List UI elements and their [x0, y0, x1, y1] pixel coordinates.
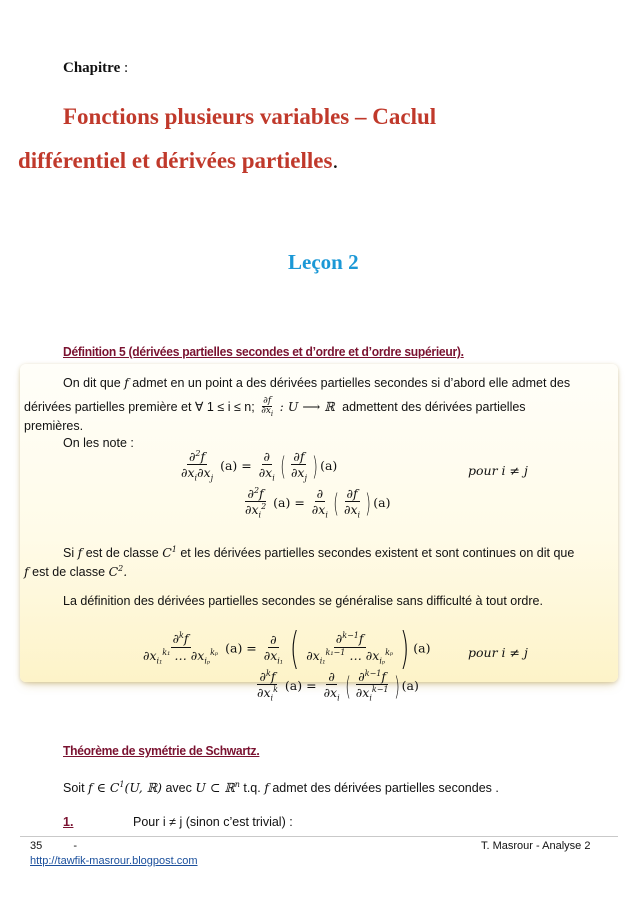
formula-second-partial-pure: $\frac{\partial^2f}{\partial x_i^2}$ (a) = $\frac{\partial}{\partial x_i}$ ( $\frac{\partial f}{\partial x_i}$ ) (a): [245, 486, 391, 520]
class-c2-line-1: [63, 541, 574, 562]
def-text: On dit que: [63, 376, 121, 390]
def-text: Si: [63, 546, 75, 561]
chapter-label-text: Chapitre: [63, 60, 121, 76]
chapter-title-line-2-text: différentiel et dérivées partielles: [18, 148, 333, 173]
footer-page-number: [30, 840, 77, 852]
page-number: 35: [30, 840, 43, 852]
class-c2: $C^2$.: [108, 564, 128, 580]
theorem-heading: Théorème de symétrie de Schwartz.: [63, 743, 260, 758]
def-f: f: [264, 780, 269, 796]
theorem-f-in-c1: f ∈ $C^1(U$, ℝ): [88, 780, 162, 796]
def-text: admet en un point a des dérivées partielles secondes si d’abord elle admet des: [132, 376, 571, 390]
theorem-u-subset: U ⊂ ℝ$^n$: [195, 780, 240, 796]
theorem-item-number: 1.: [63, 815, 74, 829]
def-map: : U ⟶ ℝ: [279, 399, 335, 415]
theorem-text: avec: [165, 781, 192, 796]
chapter-title-dot: .: [332, 148, 339, 173]
theorem-item-text: Pour i ≠ j (sinon c’est trivial) :: [133, 815, 293, 829]
footer-divider: [20, 836, 618, 837]
theorem-text: admet des dérivées partielles secondes .: [272, 781, 499, 796]
condition-i-neq-j: pour i ≠ j: [468, 463, 528, 478]
def-text: admettent des dérivées partielles: [342, 400, 526, 415]
definition-heading: Définition 5 (dérivées partielles secondes et d’ordre et d’ordre supérieur).: [63, 344, 464, 359]
footer-dash: -: [73, 840, 77, 852]
def-text: est de classe: [32, 565, 106, 580]
notation-intro: On les note :: [63, 436, 134, 450]
partial-f-over-partial-xi: $\frac{\partial f}{\partial x_i}$: [261, 396, 274, 419]
def-text: dérivées partielles première et ∀ 1 ≤ i ≤ n;: [24, 400, 255, 415]
footer-blog-link[interactable]: http://tawfik-masrour.blogpost.com: [30, 855, 198, 867]
footer-author: T. Masrour - Analyse 2: [481, 840, 591, 852]
definition-paragraph-line-3: premières.: [24, 419, 84, 433]
formula-higher-order-mixed: $\frac{\partial^kf}{\partial x_{i_1}^{k_1} \dots \partial x_{i_p}^{k_p}}$ (a) = $\frac{\partial}{\partial x_{i_1}}$ ( $\frac{\partial^{k-1}f}{\partial x_{i_1}^{k_1-1} \dots \partial x_{i_p}^{k_p}}$ ) (a): [143, 623, 431, 674]
generalization-sentence: La définition des dérivées partielles secondes se généralise sans difficulté à tout ordre.: [63, 594, 543, 608]
def-f: f: [24, 564, 29, 580]
def-f: f: [124, 375, 129, 390]
chapter-title-line-1: Fonctions plusieurs variables – Caclul: [63, 104, 437, 129]
class-c2-line-2: [24, 560, 127, 581]
chapter-label-colon: :: [123, 60, 129, 76]
chapter-label: [63, 60, 128, 77]
definition-paragraph-line-2: [24, 397, 526, 419]
lesson-title: Leçon 2: [288, 250, 359, 274]
def-text: et les dérivées partielles secondes existent et sont continues on dit que: [180, 546, 575, 561]
formula-higher-order-pure: $\frac{\partial^kf}{\partial x_i^k}$ (a) = $\frac{\partial}{\partial x_i}$ ( $\frac{\partial^{k-1}f}{\partial x_i^{k-1}}$ ) (a): [257, 669, 419, 703]
theorem-statement: [63, 776, 499, 797]
formula-second-partial-mixed: $\frac{\partial^2f}{\partial x_i\partial x_j}$ (a) = $\frac{\partial}{\partial x_i}$ ( $\frac{\partial f}{\partial x_j}$ ) (a): [181, 449, 338, 483]
def-text: est de classe: [85, 546, 159, 561]
condition-i-neq-j-2: pour i ≠ j: [468, 645, 528, 660]
theorem-text: Soit: [63, 781, 85, 796]
class-c1: $C^1$: [162, 545, 177, 561]
chapter-title-line-2: [18, 148, 338, 174]
definition-paragraph-line-1: [63, 374, 570, 392]
def-f: f: [77, 545, 83, 561]
theorem-text: t.q.: [243, 781, 261, 796]
